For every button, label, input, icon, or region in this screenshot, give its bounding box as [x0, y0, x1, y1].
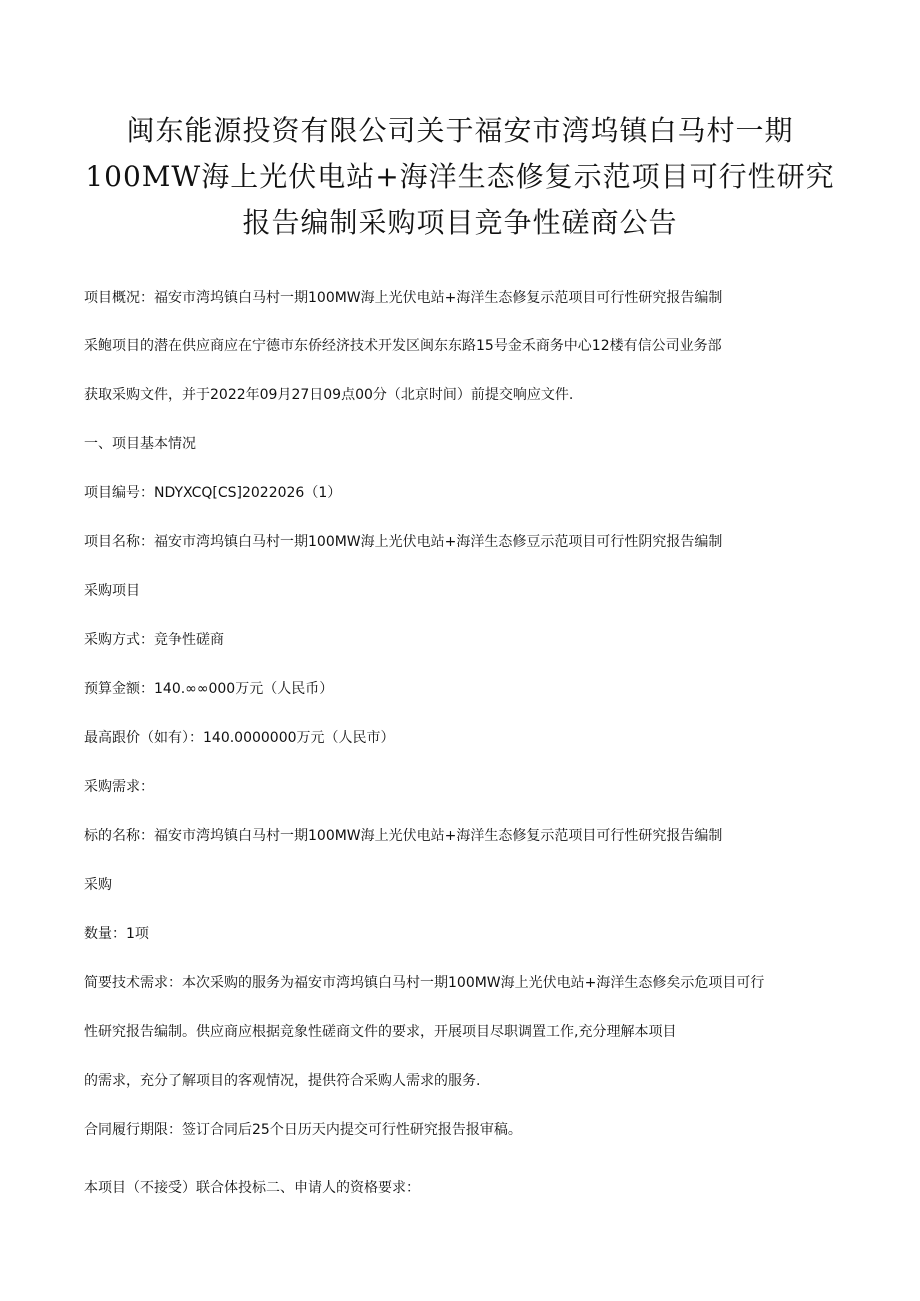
quantity: 数量：1项	[84, 926, 149, 942]
section-heading-basic-info: 一、项目基本情况	[84, 436, 196, 452]
document-title	[0, 108, 920, 246]
procurement-method: 采购方式：竞争性磋商	[84, 632, 224, 648]
project-name-line-1: 项目名称：福安市湾坞镇白马村一期100MW海上光伏电站+海洋生态修豆示范项目可行性阴究报告编制	[84, 534, 723, 550]
budget-amount: 预算金额：140.∞∞000万元（人民币）	[84, 681, 334, 697]
subject-name-line-1: 标的名称：福安市湾坞镇白马村一期100MW海上光伏电站+海洋生态修复示范项目可行性研究报告编制	[84, 828, 723, 844]
tech-requirement-line-3: 的需求，充分了解项目的客观情况，提供符合采购人需求的服务.	[84, 1073, 481, 1089]
title-line-2: 100MW海上光伏电站+海洋生态修复示范项目可行性研究	[85, 160, 835, 193]
overview-line-1: 项目概况：福安市湾坞镇白马村一期100MW海上光伏电站+海洋生态修复示范项目可行性研究报告编制	[84, 290, 723, 306]
overview-line-2: 采鲍项目的潜在供应商应在宁德市东侨经济技术开发区闽东东路15号金禾商务中心12楼有信公司业务部	[84, 338, 722, 354]
title-line-3: 报告编制采购项目竞争性磋商公告	[242, 206, 678, 239]
overview-line-3: 获取采购文件，并于2022年09月27日09点00分（北京时间）前提交响应文件.	[84, 387, 574, 403]
project-number: 项目编号：NDYXCQ[CS]2022026（1）	[84, 485, 342, 501]
tech-requirement-line-2: 性研究报告编制。供应商应根据竞象性磋商文件的要求，开展项目尽职调置工作,充分理解本项目	[84, 1024, 677, 1040]
consortium-and-qualification: 本项目（不接受）联合体投标二、申请人的资格要求：	[84, 1180, 420, 1196]
subject-name-line-2: 采购	[84, 877, 112, 893]
tech-requirement-line-1: 简要技术需求：本次采购的服务为福安市湾坞镇白马村一期100MW海上光伏电站+海洋生态修矣示危项目可行	[84, 975, 765, 991]
max-price: 最高跟价（如有）：140.0000000万元（人民市）	[84, 730, 395, 746]
contract-term: 合同履行期限：签订合同后25个日历天内提交可行性研究报告报审稿。	[84, 1122, 522, 1138]
title-line-1: 闽东能源投资有限公司关于福安市湾坞镇白马村一期	[126, 114, 794, 147]
project-name-line-2: 采购项目	[84, 583, 140, 599]
requirement-label: 采购需求：	[84, 779, 154, 795]
